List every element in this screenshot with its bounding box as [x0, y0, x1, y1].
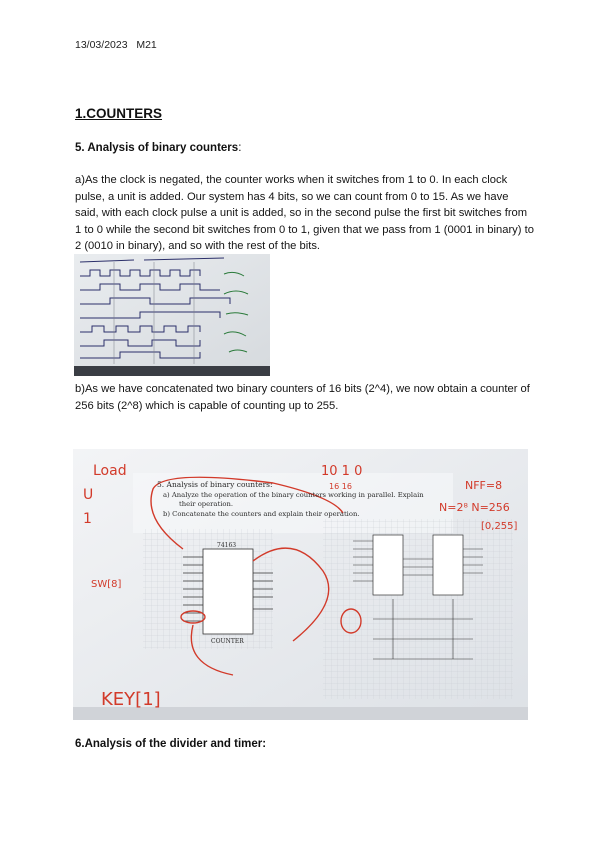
handwriting-key: KEY[1]: [101, 689, 161, 710]
whiteboard-photo-timing: [74, 254, 270, 376]
handwriting-u: U: [83, 487, 94, 503]
handwriting-top-sub: 16 16: [329, 482, 352, 491]
section-title: 1.COUNTERS: [75, 106, 163, 121]
paragraph-a: a)As the clock is negated, the counter works when it switches from 1 to 0. In each clock pulse, a unit is added. Our system has 4 bits, so we can count from 0 to 15. As we have said, with each clock pulse a unit is added, so in the second pulse the first bit switches from 1 to 0 while the second bit switches from 0 to 1, given that we pass from 1 (0001 in binary) to 2 (0010 in binary), and so with the rest of the bits.: [75, 174, 534, 252]
handwriting-nff: NFF=8: [465, 479, 503, 492]
handwriting-n: N=2⁸ N=256: [439, 501, 510, 514]
header-code: M21: [136, 39, 157, 51]
page-header: [75, 39, 157, 51]
handwriting-top-numbers: 10 1 0: [321, 464, 363, 479]
slide-chip-label: 74163: [217, 542, 237, 549]
slide-counter-label: COUNTER: [211, 638, 244, 645]
handwriting-range: [0,255]: [481, 521, 518, 532]
subsection-title: [75, 142, 241, 154]
handwriting-load: Load: [93, 463, 127, 479]
binary-counters-photo: [73, 449, 528, 720]
slide-line-1: 5. Analysis of binary counters:: [157, 480, 273, 489]
paragraph-b: b)As we have concatenated two binary counters of 16 bits (2^4), we now obtain a counter of 256 bits (2^8) which is capable of counting up to 255.: [75, 383, 530, 412]
timing-diagram-photo: [74, 254, 270, 376]
subsection-title-text: 5. Analysis of binary counters: [75, 142, 239, 154]
slide-line-3: b) Concatenate the counters and explain their operation.: [163, 510, 360, 518]
subsection-colon: :: [238, 142, 242, 154]
handwriting-one: 1: [83, 511, 92, 527]
slide-line-2b: their operation.: [179, 500, 234, 508]
slide-line-2: a) Analyze the operation of the binary counters working in parallel. Explain: [163, 491, 424, 499]
header-date: 13/03/2023: [75, 39, 128, 51]
whiteboard-photo-counters: [73, 449, 528, 720]
handwriting-sw: SW[8]: [91, 579, 122, 590]
next-section-title: 6.Analysis of the divider and timer:: [75, 738, 267, 750]
